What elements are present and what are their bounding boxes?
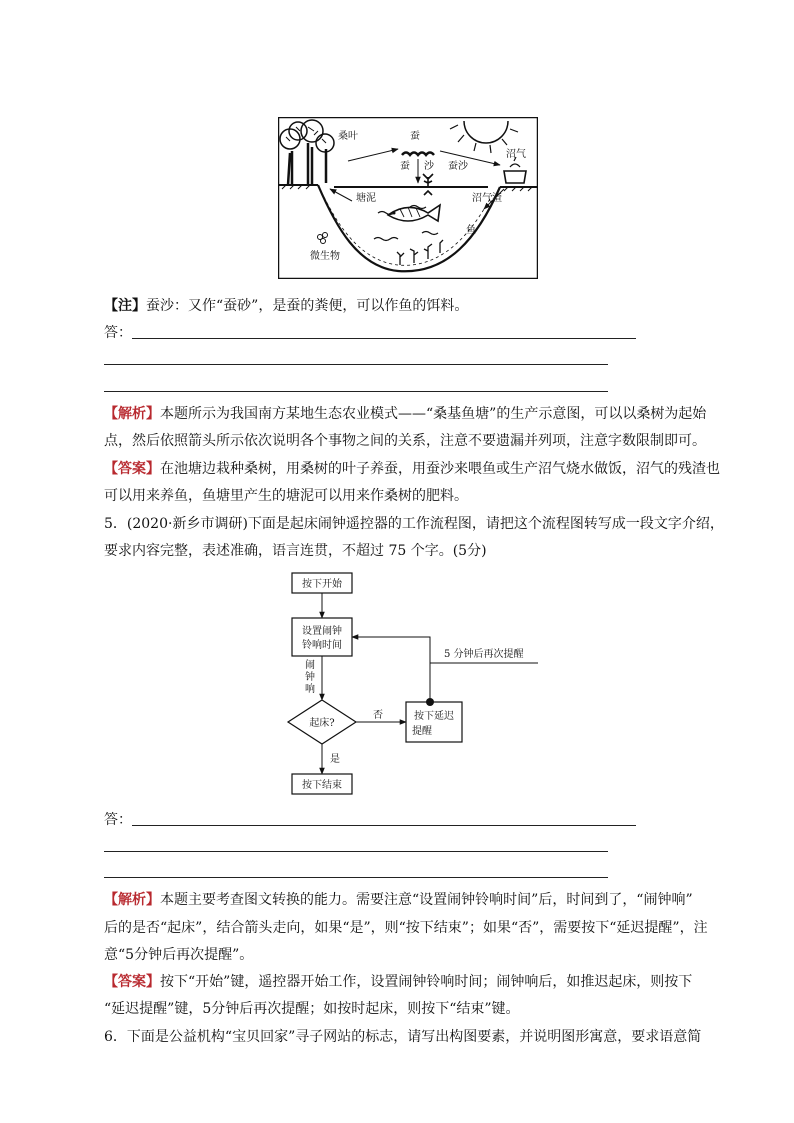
answer-blank-2[interactable] bbox=[104, 364, 608, 365]
q5-analysis-line-1: 本题主要考查图文转换的能力。需要注意“设置闹钟铃响时间”后，时间到了，“闹钟响” bbox=[160, 892, 693, 908]
q6-stem-line-1: 6．下面是公益机构“宝贝回家”寻子网站的标志，请写出构图要素，并说明图形寓意，要求语意简 bbox=[104, 1029, 702, 1045]
q5-stem-line-2: 要求内容完整，表述准确，语言连贯，不超过 75 个字。(5分) bbox=[104, 543, 487, 559]
mulberry-fish-pond-diagram bbox=[278, 117, 538, 279]
q4-answer-line-1: 在池塘边栽种桑树，用桑树的叶子养蚕，用蚕沙来喂鱼或生产沼气烧水做饭，沼气的残渣也 bbox=[160, 461, 720, 477]
yes-label: 是 bbox=[330, 754, 340, 765]
label-silk-b: 沙 bbox=[424, 161, 434, 172]
alarm-flowchart bbox=[280, 568, 550, 798]
analysis-tag: 【解析】 bbox=[104, 406, 160, 422]
label-pond-mud: 塘泥 bbox=[356, 193, 376, 204]
ring-label-1: 闹 bbox=[305, 660, 315, 671]
q5-stem-line-1: 5．(2020·新乡市调研)下面是起床闹钟遥控器的工作流程图，请把这个流程图转写成一段文字介绍， bbox=[104, 516, 724, 532]
answer-label: 答： bbox=[104, 325, 132, 341]
decision-label: 起床? bbox=[309, 718, 335, 729]
label-silkworm: 蚕 bbox=[410, 131, 420, 142]
q4-answer bbox=[104, 459, 720, 479]
set-label-2: 铃响时间 bbox=[302, 640, 342, 651]
remind-leader bbox=[430, 663, 538, 702]
answer-blank-6[interactable] bbox=[104, 877, 608, 878]
q5-analysis-line-2: 后的是否“起床”，结合箭头走向，如果“是”，则“按下结束”；如果“否”，需要按下“延迟提醒”，注 bbox=[104, 920, 708, 936]
answer-label-2: 答： bbox=[104, 812, 132, 828]
note-tag: 【注】 bbox=[104, 298, 146, 314]
q5-answer bbox=[104, 972, 692, 992]
snooze-label-2: 提醒 bbox=[412, 726, 432, 737]
remind-node bbox=[426, 698, 434, 706]
q4-analysis bbox=[104, 404, 706, 424]
q4-analysis-line-2: 点，然后依照箭头所示依次说明各个事物之间的关系，注意不要遗漏并列项，注意字数限制即可。 bbox=[104, 433, 706, 449]
label-silk-a: 蚕 bbox=[400, 161, 410, 172]
answer-blank-4[interactable] bbox=[132, 825, 636, 826]
answer-tag-2: 【答案】 bbox=[104, 974, 160, 990]
no-label: 否 bbox=[373, 710, 383, 721]
label-silkworm-sand: 蚕沙 bbox=[448, 161, 468, 172]
start-label: 按下开始 bbox=[302, 579, 342, 590]
answer-blank-1[interactable] bbox=[132, 338, 636, 339]
q5-answer-line-2: “延迟提醒”键，5分钟后再次提醒；如按时起床，则按下“结束”键。 bbox=[104, 1001, 520, 1017]
answer-tag: 【答案】 bbox=[104, 461, 160, 477]
q4-answer-line-2: 可以用来养鱼，鱼塘里产生的塘泥可以用来作桑树的肥料。 bbox=[104, 488, 468, 504]
label-microbe: 微生物 bbox=[310, 251, 340, 262]
snooze-label-1: 按下延迟 bbox=[414, 711, 454, 722]
answer-blank-3[interactable] bbox=[104, 391, 608, 392]
q5-analysis-line-3: 意“5分钟后再次提醒”。 bbox=[104, 947, 254, 963]
ring-label-3: 响 bbox=[305, 684, 315, 695]
arrow-snooze-to-set bbox=[352, 637, 430, 702]
ring-label-2: 钟 bbox=[305, 672, 315, 683]
note bbox=[104, 296, 468, 316]
end-label: 按下结束 bbox=[302, 780, 342, 791]
label-biogas-residue: 沼气渣 bbox=[472, 193, 502, 204]
analysis-tag-2: 【解析】 bbox=[104, 892, 160, 908]
note-text: 蚕沙：又作“蚕砂”，是蚕的粪便，可以作鱼的饵料。 bbox=[146, 298, 469, 314]
answer-blank-5[interactable] bbox=[104, 851, 608, 852]
label-biogas: 沼气 bbox=[506, 149, 526, 160]
q5-analysis bbox=[104, 890, 693, 910]
label-mulberry-leaf: 桑叶 bbox=[338, 131, 358, 142]
q5-answer-line-1: 按下“开始”键，遥控器开始工作，设置闹钟铃响时间；闹钟响后，如推迟起床，则按下 bbox=[160, 974, 693, 990]
q4-analysis-line-1: 本题所示为我国南方某地生态农业模式——“桑基鱼塘”的生产示意图，可以以桑树为起始 bbox=[160, 406, 707, 422]
set-label-1: 设置闹钟 bbox=[302, 626, 342, 637]
label-fish: 鱼 bbox=[466, 225, 476, 236]
remind-label: 5 分钟后再次提醒 bbox=[444, 649, 524, 660]
